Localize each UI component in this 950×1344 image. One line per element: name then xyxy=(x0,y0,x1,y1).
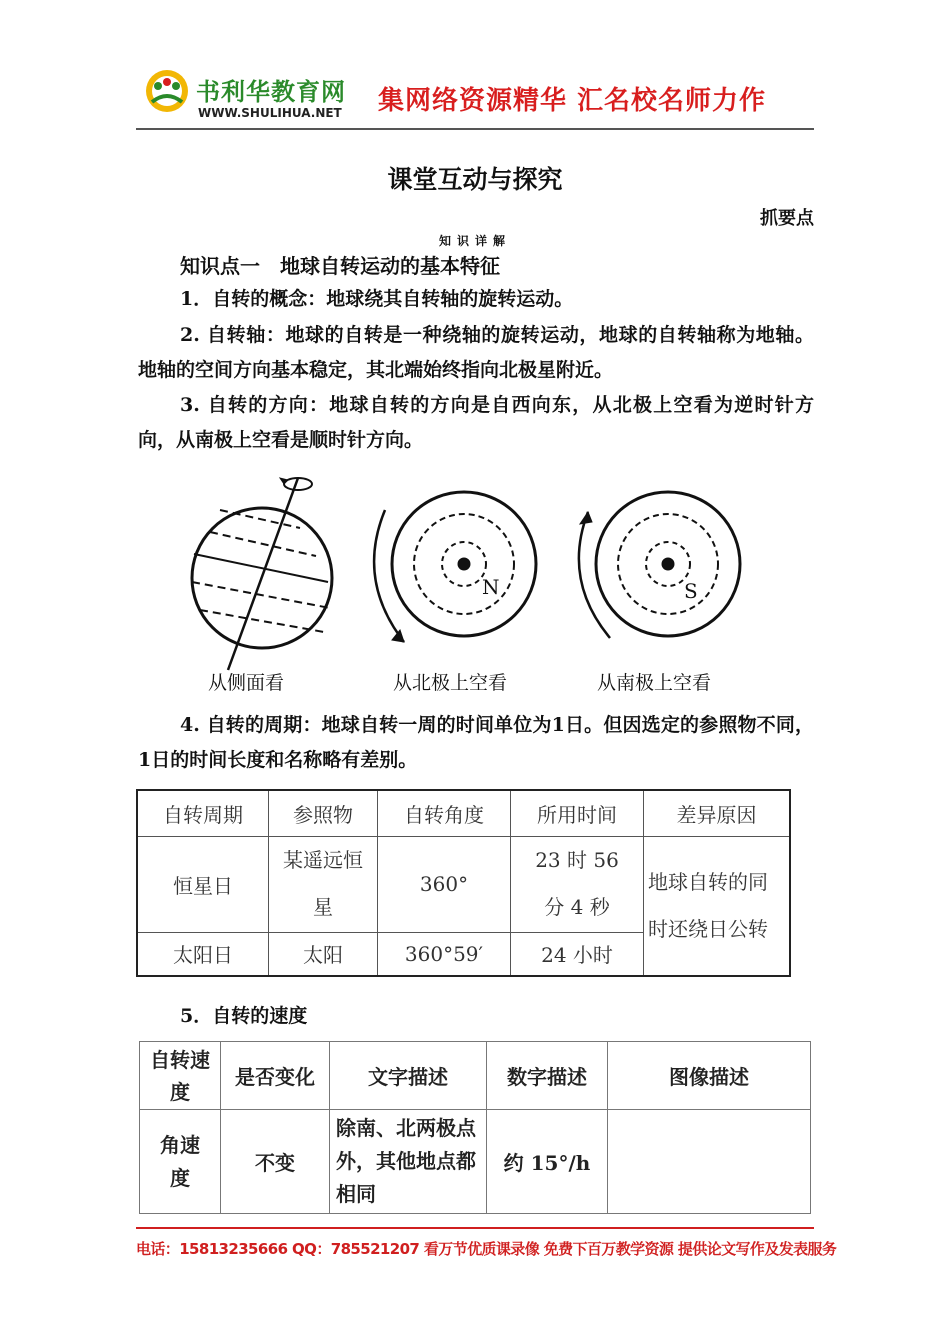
rotation-period-table xyxy=(136,789,791,977)
table-header: 文字描述 xyxy=(330,1042,487,1110)
rotation-speed-table xyxy=(139,1041,811,1214)
south-polar-view xyxy=(579,492,740,638)
table-header: 自转角度 xyxy=(378,790,511,836)
south-label: S xyxy=(684,579,698,603)
table-header-row xyxy=(140,1042,811,1110)
table-cell-reason: 地球自转的同时还绕日公转 xyxy=(644,836,791,976)
table-cell: 太阳 xyxy=(269,932,378,976)
table-cell: 不变 xyxy=(221,1110,330,1214)
rotation-diagram xyxy=(180,470,770,700)
table-row xyxy=(137,836,790,932)
table-cell: 太阳日 xyxy=(137,932,269,976)
north-polar-view xyxy=(374,492,536,642)
header-slogan: 集网络资源精华 汇名校名师力作 xyxy=(378,86,767,116)
table-cell-image xyxy=(608,1110,811,1214)
table-header: 数字描述 xyxy=(487,1042,608,1110)
table-cell: 某遥远恒星 xyxy=(269,836,378,932)
caption-side: 从侧面看 xyxy=(208,672,285,694)
table-cell: 23 时 56 分 4 秒 xyxy=(511,836,644,932)
table-row xyxy=(140,1110,811,1214)
item-3: 3. 自转的方向：地球自转的方向是自西向东，从北极上空看为逆时针方向，从南极上空看是顺时针方向。 xyxy=(138,394,814,451)
table-header: 所用时间 xyxy=(511,790,644,836)
page-title: 课堂互动与探究 xyxy=(387,165,563,194)
page-header xyxy=(136,62,814,128)
table-cell: 恒星日 xyxy=(137,836,269,932)
table-header: 差异原因 xyxy=(644,790,791,836)
table-cell: 角速度 xyxy=(140,1110,221,1214)
footer-divider xyxy=(136,1227,814,1229)
table-header: 参照物 xyxy=(269,790,378,836)
table-cell: 约 15°/h xyxy=(487,1110,608,1214)
table-cell: 360° xyxy=(378,836,511,932)
knowledge-point-heading: 知识点一 地球自转运动的基本特征 xyxy=(180,254,500,278)
section-label: 知识详解 xyxy=(438,234,511,248)
table-header: 是否变化 xyxy=(221,1042,330,1110)
table-header: 图像描述 xyxy=(608,1042,811,1110)
north-label: N xyxy=(482,575,500,599)
caption-north: 从北极上空看 xyxy=(393,672,508,694)
table-header: 自转速度 xyxy=(140,1042,221,1110)
item-5: 5．自转的速度 xyxy=(180,1005,308,1027)
table-header-row xyxy=(137,790,790,836)
brand-name: 书利华教育网 xyxy=(196,78,346,106)
table-cell: 360°59′ xyxy=(378,932,511,976)
table-header: 自转周期 xyxy=(137,790,269,836)
caption-south: 从南极上空看 xyxy=(597,672,712,694)
grab-points-label: 抓要点 xyxy=(760,208,814,229)
page-footer: 电话：15813235666 QQ：785521207 看万节优质课录像 免费下百万教学资源 提供论文写作及发表服务 xyxy=(136,1240,837,1258)
side-view-globe xyxy=(192,478,332,670)
rotation-figure xyxy=(180,470,770,700)
item-2: 2. 自转轴：地球的自转是一种绕轴的旋转运动，地球的自转轴称为地轴。地轴的空间方向基本稳定，其北端始终指向北极星附近。 xyxy=(138,324,814,381)
item-1: 1．自转的概念：地球绕其自转轴的旋转运动。 xyxy=(180,288,574,310)
logo-icon xyxy=(144,68,190,114)
item-4: 4. 自转的周期：地球自转一周的时间单位为1日。但因选定的参照物不同，1日的时间长度和名称略有差别。 xyxy=(138,714,814,771)
table-cell: 24 小时 xyxy=(511,932,644,976)
header-divider xyxy=(136,128,814,130)
brand-url: WWW.SHULIHUA.NET xyxy=(198,106,342,120)
table-cell: 除南、北两极点外，其他地点都相同 xyxy=(330,1110,487,1214)
